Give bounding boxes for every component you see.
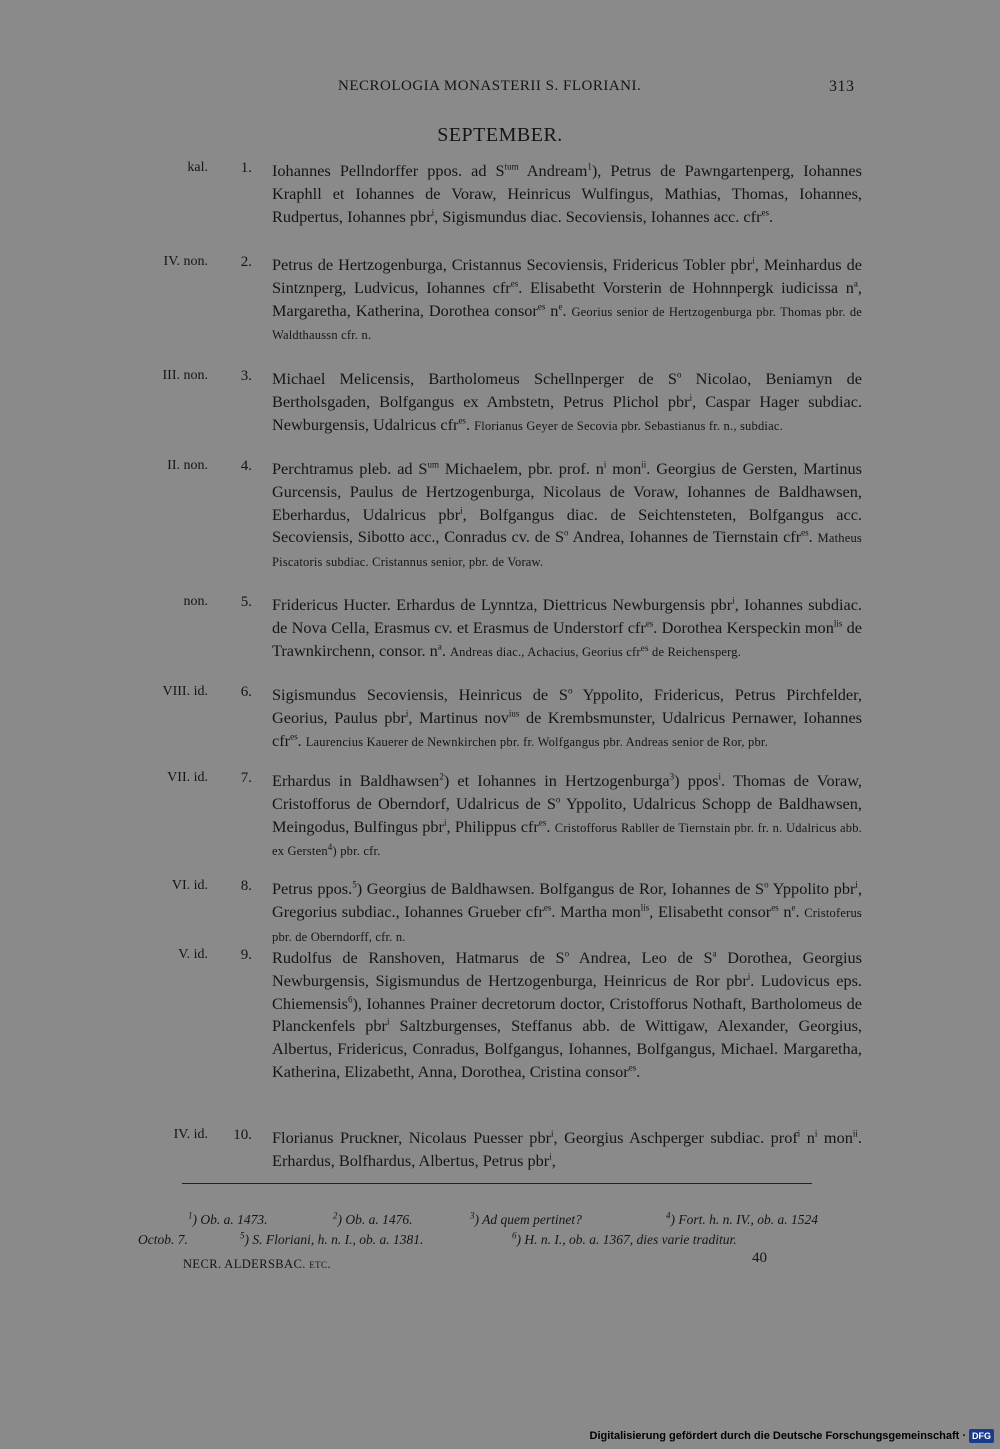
entry-text: Perchtramus pleb. ad $S^{um}$ Michaelem, pbr. prof. $n^i$ mon$^{ii}$. Georgius de Gersten, Martinus Gurcensis, Paulus de Hertzogenburga, Nicolaus de Voraw, Iohannes de Baldhawsen, Eberhardus, Udalricus pbr$^i$, Bolfgangus diac. de Seichtensteten, Bolfgangus acc. Secoviensis, Sibotto acc., Conradus cv. de $S^o$ Andrea, Iohannes de Tiernstain cfr$^{es}$. Matheus Piscatoris subdiac. Cristannus senior, pbr. de Voraw. xyxy=(272,459,862,570)
entry-day-number: 7. xyxy=(240,770,252,786)
entry-day-number: 8. xyxy=(240,878,252,894)
entry-text: Petrus de Hertzogenburga, Cristannus Secoviensis, Fridericus Tobler pbr$^i$, Meinhardus de Sintznperg, Ludvicus, Iohannes cfr$^{es}$. Elisabetht Vorsterin de Hohnnpergk iudicissa $n^a$, Margaretha, Katherina, Dorothea consor$^{es}$ $n^e$. Georius senior de Hertzogenburga pbr. Thomas pbr. de Waldthaussn cfr. n. xyxy=(272,255,863,343)
entry-text: Rudolfus de Ranshoven, Hatmarus de $S^o$ Andrea, Leo de $S^a$ Dorothea, Georgius Newburgensis, Sigismundus de Hertzogenburga, Heinricus de Ror pbr$^i$. Ludovicus eps. Chiemensis$^6$), Iohannes Prainer decretorum doctor, Cristofforus Nothaft, Bartholomeus de Planckenfels pbr$^i$ Saltzburgenses, Steffanus abb. de Wittigaw, Alexander, Georgius, Albertus, Fridericus, Conradus, Bolfgangus, Iohannes, Bolfgangus, Michael. Margaretha, Katherina, Elizabetht, Anna, Dorothea, Cristina consor$^{es}$. xyxy=(272,948,862,1081)
entry-day-number: 9. xyxy=(240,947,252,963)
entry-text: Petrus ppos.$^5$) Georgius de Baldhawsen. Bolfgangus de Ror, Iohannes de $S^o$ Yppolito pbr$^i$, Gregorius subdiac., Iohannes Grueber cfr$^{es}$. Martha mon$^{lis}$, Elisabetht consor$^{es}$ $n^e$. Cristoferus pbr. de Oberndorff, cfr. n. xyxy=(272,879,863,944)
footnote-divider xyxy=(182,1183,812,1184)
footnote-6: $^6$) H. n. I., ob. a. 1367, dies varie traditur. xyxy=(512,1230,737,1247)
entry-date: kal. xyxy=(187,160,208,175)
month-heading: SEPTEMBER. xyxy=(437,124,563,146)
page-number: 313 xyxy=(829,78,855,95)
entry-text: Iohannes Pellndorffer ppos. ad $S^{tum}$ Andream$^1$), Petrus de Pawngartenperg, Iohannes Kraphll et Iohannes de Voraw, Heinricus Wulfingus, Mathias, Thomas, Iohannes, Rudpertus, Iohannes pbr$^i$, Sigismundus diac. Secoviensis, Iohannes acc. cfr$^{es}$. xyxy=(272,161,862,226)
running-title: NECROLOGIA MONASTERII S. FLORIANI. xyxy=(338,78,642,94)
entry-day-number: 2. xyxy=(240,254,252,270)
entry-day-number: 4. xyxy=(240,458,252,474)
sheet-number: 40 xyxy=(752,1250,767,1266)
entry-text: Florianus Pruckner, Nicolaus Puesser pbr$^i$, Georgius Aschperger subdiac. prof$^i$ $n^i$ mon$^{ii}$. Erhardus, Bolfhardus, Albertus, Petrus pbr$^i$, xyxy=(272,1128,862,1170)
entry-date: VI. id. xyxy=(171,878,208,893)
dfg-notice-text: Digitalisierung gefördert durch die Deutsche Forschungsgemeinschaft xyxy=(589,1430,960,1442)
footnote-3: $^3$) Ad quem pertinet? xyxy=(470,1210,582,1227)
entry-date: III. non. xyxy=(162,368,208,383)
footnote-1: $^1$) Ob. a. 1473. xyxy=(188,1210,268,1227)
entry-date: IV. non. xyxy=(163,254,208,269)
entry-text: Erhardus in Baldhawsen$^2$) et Iohannes in Hertzogenburga$^3$) ppos$^i$. Thomas de Voraw, Cristofforus de Oberndorf, Udalricus de $S^o$ Yppolito, Udalricus Schopp de Baldhawsen, Meingodus, Bulfingus pbr$^i$, Philippus cfr$^{es}$. Cristofforus Rabller de Tiernstain pbr. fr. n. Udalricus abb. ex Gersten$^4$) pbr. cfr. xyxy=(272,771,863,859)
dfg-separator: · xyxy=(962,1430,966,1442)
entry-day-number: 1. xyxy=(240,160,252,176)
entry-text: Sigismundus Secoviensis, Heinricus de $S^o$ Yppolito, Fridericus, Petrus Pirchfelder, Georius, Paulus pbr$^i$, Martinus nov$^{ius}$ de Krembsmunster, Udalricus Pernawer, Iohannes cfr$^{es}$. Laurencius Kauerer de Newnkirchen pbr. fr. Wolfgangus pbr. Andreas senior de Ror, pbr. xyxy=(272,685,863,750)
footnote-5: $^5$) S. Floriani, h. n. I., ob. a. 1381. xyxy=(240,1230,424,1247)
entry-day-number: 6. xyxy=(240,684,252,700)
dfg-logo: DFG xyxy=(969,1429,994,1443)
entry-date: II. non. xyxy=(167,458,208,473)
entry-day-number: 10. xyxy=(233,1127,252,1143)
footnote-2: $^2$) Ob. a. 1476. xyxy=(333,1210,413,1227)
entry-text: Michael Melicensis, Bartholomeus Schellnperger de $S^o$ Nicolao, Beniamyn de Bertholsgaden, Bolfgangus ex Ambstetn, Petrus Plichol pbr$^i$, Caspar Hager subdiac. Newburgensis, Udalricus cfr$^{es}$. Florianus Geyer de Secovia pbr. Sebastianus fr. n., subdiac. xyxy=(272,369,862,434)
entry-date: non. xyxy=(183,594,208,609)
entry-date: IV. id. xyxy=(173,1127,208,1142)
dfg-funding-notice xyxy=(590,1429,994,1443)
entry-date: VII. id. xyxy=(167,770,208,785)
footnote-4: $^4$) Fort. h. n. IV., ob. a. 1524 xyxy=(666,1210,818,1227)
entry-text: Fridericus Hucter. Erhardus de Lynntza, Diettricus Newburgensis pbr$^i$, Iohannes subdiac. de Nova Cella, Erasmus cv. et Erasmus de Understorf cfr$^{es}$. Dorothea Kerspeckin mon$^{lis}$ de Trawnkirchenn, consor. $n^a$. Andreas diac., Achacius, Georius cfr$^{es}$ de Reichensperg. xyxy=(272,595,863,660)
footnote-4-cont: Octob. 7. xyxy=(138,1232,188,1247)
entry-date: VIII. id. xyxy=(162,684,208,699)
entry-day-number: 3. xyxy=(240,368,252,384)
entry-date: V. id. xyxy=(178,947,208,962)
signature-mark: NECR. ALDERSBAC. etc. xyxy=(183,1257,331,1271)
entry-day-number: 5. xyxy=(240,594,252,610)
